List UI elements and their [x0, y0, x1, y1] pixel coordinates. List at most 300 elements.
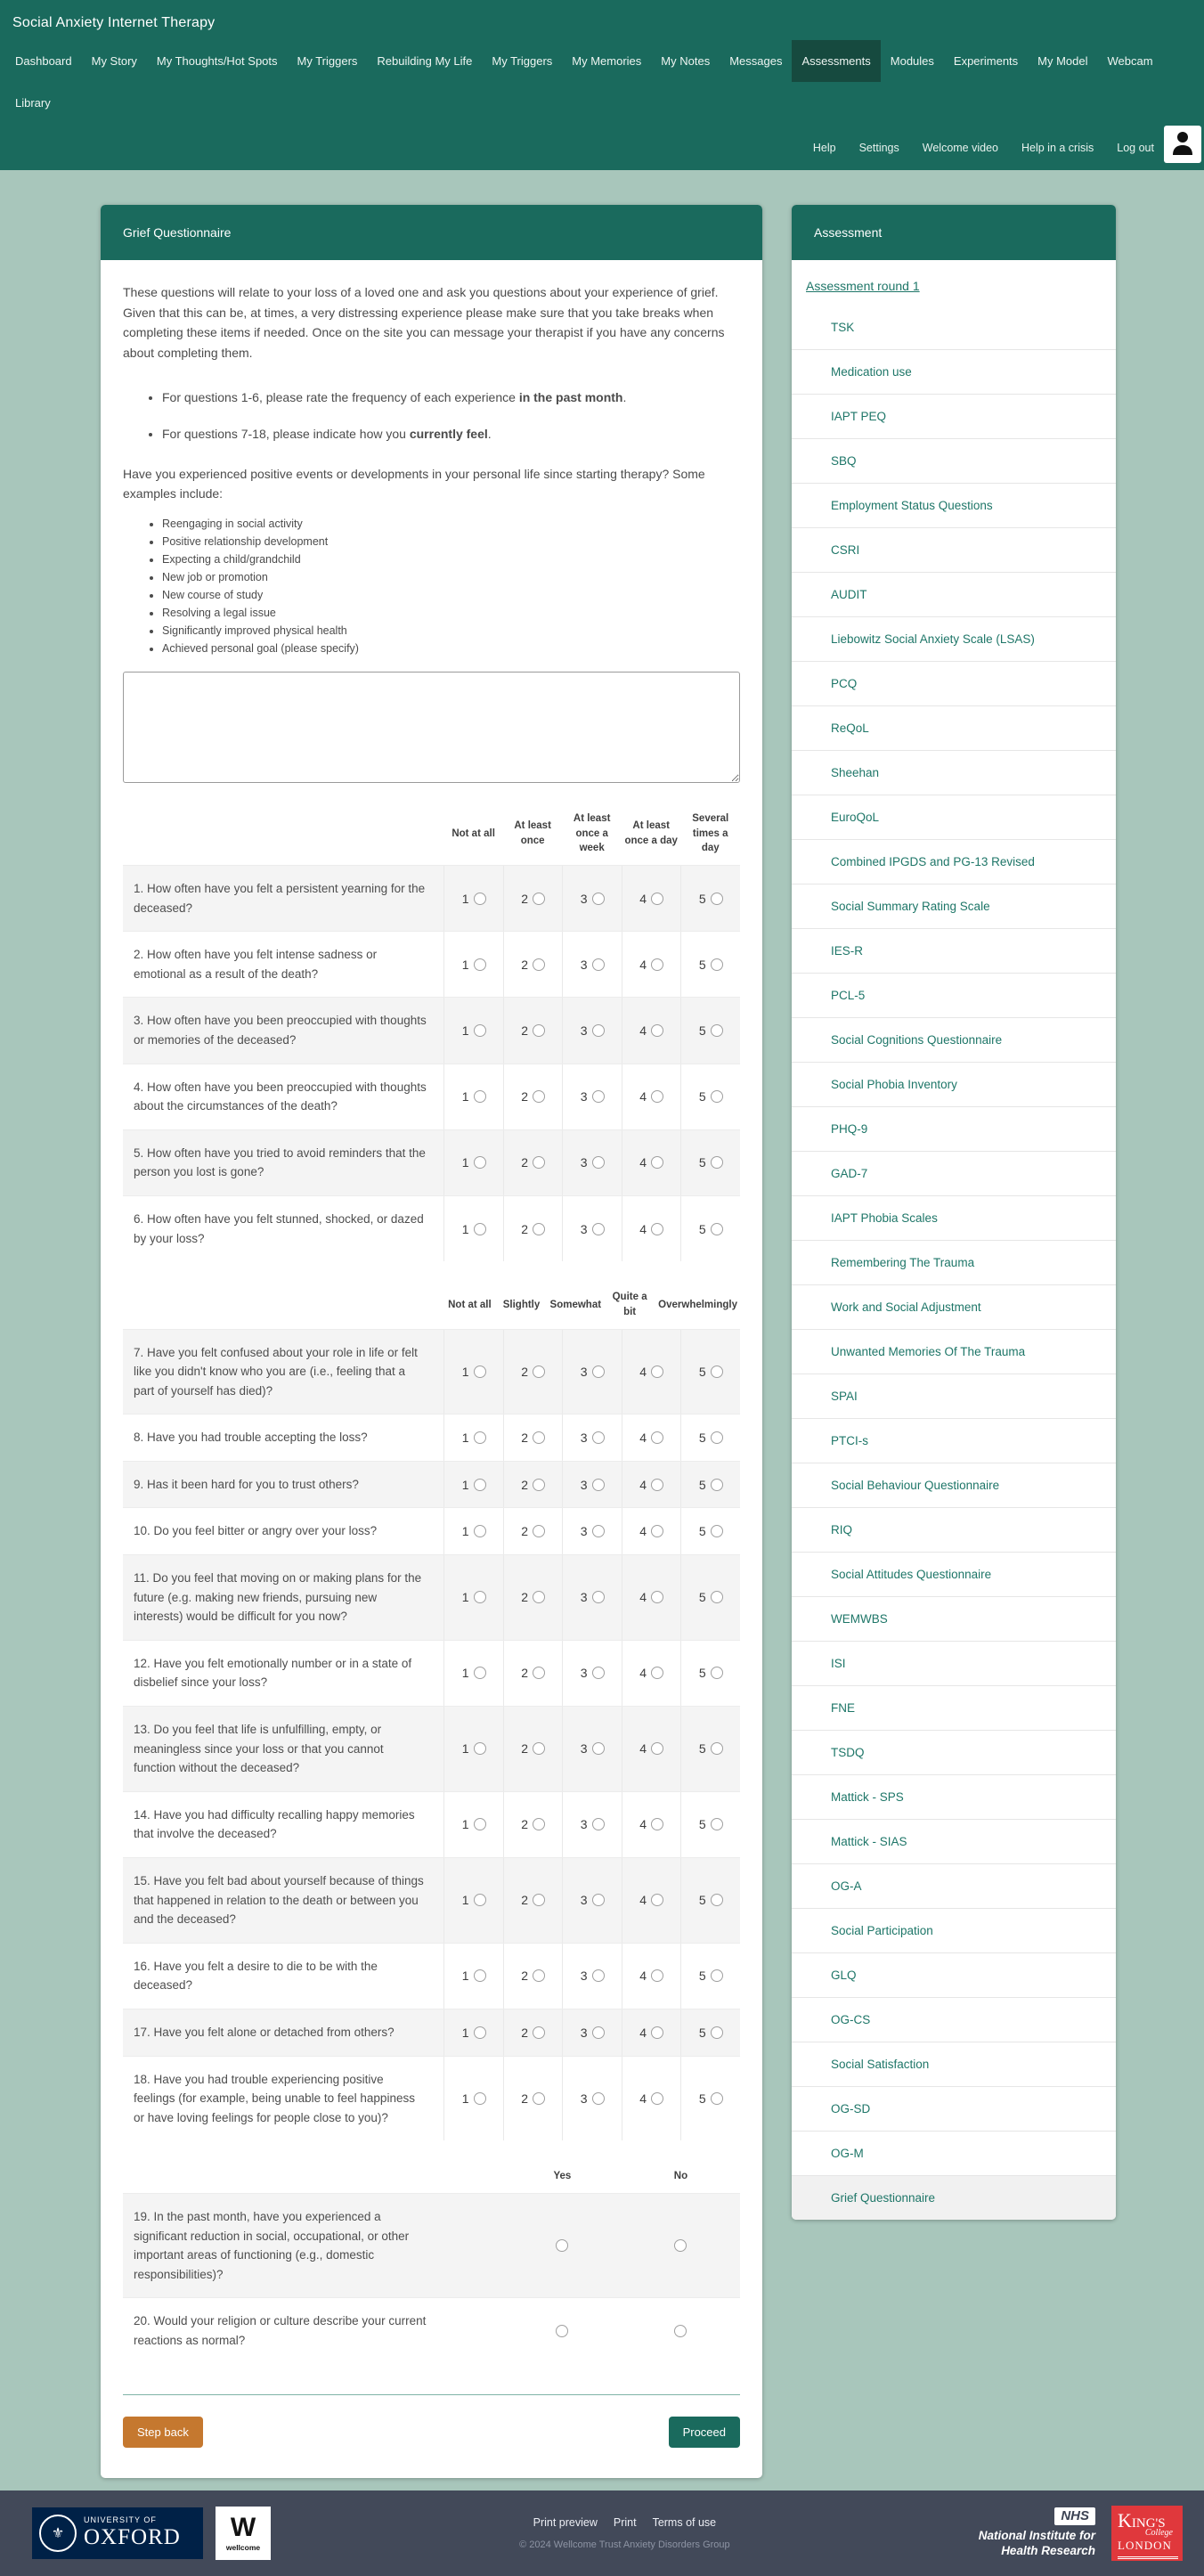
- q18-option-3[interactable]: [562, 2057, 622, 2141]
- q9-option-5[interactable]: [680, 1462, 740, 1508]
- nav-item-library[interactable]: Library: [15, 96, 51, 110]
- radio-button[interactable]: [533, 2026, 545, 2039]
- q7-option-5[interactable]: [680, 1330, 740, 1414]
- radio-button[interactable]: [474, 1223, 486, 1235]
- q5-option-4[interactable]: [622, 1130, 681, 1195]
- q11-option-4[interactable]: [622, 1555, 681, 1640]
- q4-option-1[interactable]: [443, 1064, 503, 1129]
- option-number: 2: [521, 1969, 529, 1984]
- wellcome-logo: [216, 2507, 271, 2560]
- q3-option-5[interactable]: [680, 998, 740, 1063]
- nav-item-webcam[interactable]: Webcam: [1107, 54, 1153, 68]
- utility-link-help-in-a-crisis[interactable]: Help in a crisis: [1021, 142, 1094, 154]
- question-text: 1. How often have you felt a persistent yearning for the deceased?: [134, 882, 426, 915]
- q9-option-2[interactable]: [503, 1462, 563, 1508]
- radio-button[interactable]: [711, 1223, 723, 1235]
- instruction-bullet: • For questions 7-18, please indicate how you currently feel.: [162, 427, 740, 441]
- sidebar-item-medication-use[interactable]: Medication use: [792, 349, 1116, 394]
- scale-label: Somewhat: [549, 1299, 602, 1310]
- q10-option-2[interactable]: [503, 1508, 563, 1554]
- sidebar-item-social-participation[interactable]: Social Participation: [792, 1908, 1116, 1952]
- radio-button[interactable]: [651, 1156, 663, 1169]
- nav-item-experiments[interactable]: Experiments: [953, 54, 1019, 68]
- radio-button[interactable]: [651, 1818, 663, 1830]
- q16-option-1[interactable]: [443, 1944, 503, 2009]
- utility-link-help[interactable]: Help: [812, 142, 836, 154]
- sidebar-item-pcq[interactable]: PCQ: [792, 661, 1116, 705]
- sidebar-item-og-cs[interactable]: OG-CS: [792, 1997, 1116, 2042]
- radio-button[interactable]: [474, 1742, 486, 1755]
- sidebar-item-combined-ipgds-and-pg-13-revised[interactable]: Combined IPGDS and PG-13 Revised: [792, 839, 1116, 884]
- sidebar-item-mattick-sias[interactable]: Mattick - SIAS: [792, 1819, 1116, 1863]
- radio-button[interactable]: [474, 1090, 486, 1103]
- q8-option-4[interactable]: [622, 1414, 681, 1461]
- question-row: [123, 2297, 740, 2363]
- sidebar-item-sbq[interactable]: SBQ: [792, 438, 1116, 483]
- radio-button[interactable]: [651, 1223, 663, 1235]
- sidebar-item-ies-r[interactable]: IES-R: [792, 928, 1116, 973]
- radio-button[interactable]: [711, 1090, 723, 1103]
- q18-option-4[interactable]: [622, 2057, 681, 2141]
- q13-option-2[interactable]: [503, 1707, 563, 1791]
- q1-option-2[interactable]: [503, 866, 563, 931]
- utility-link-settings[interactable]: Settings: [858, 142, 899, 154]
- sidebar-item-wemwbs[interactable]: WEMWBS: [792, 1596, 1116, 1641]
- q12-option-5[interactable]: [680, 1641, 740, 1706]
- q5-option-2[interactable]: [503, 1130, 563, 1195]
- q6-option-4[interactable]: [622, 1196, 681, 1261]
- instruction-list: [162, 390, 740, 441]
- q9-option-4[interactable]: [622, 1462, 681, 1508]
- radio-button[interactable]: [533, 1365, 545, 1378]
- q3-option-1[interactable]: [443, 998, 503, 1063]
- q20-no-option[interactable]: [622, 2298, 740, 2363]
- step-back-button[interactable]: Step back: [123, 2417, 203, 2448]
- sidebar-item-isi[interactable]: ISI: [792, 1641, 1116, 1685]
- q7-option-3[interactable]: [562, 1330, 622, 1414]
- q11-option-1[interactable]: [443, 1555, 503, 1640]
- radio-button[interactable]: [592, 2092, 605, 2105]
- radio-button[interactable]: [556, 2325, 568, 2337]
- radio-button[interactable]: [674, 2325, 687, 2337]
- radio-button[interactable]: [533, 1156, 545, 1169]
- nav-item-assessments[interactable]: Assessments: [792, 40, 880, 82]
- question-text: 11. Do you feel that moving on or making plans for the future (e.g. making new friends, pursuing new interests) would be difficult for you now?: [134, 1571, 422, 1624]
- radio-button[interactable]: [592, 1479, 605, 1491]
- utility-link-log-out[interactable]: Log out: [1117, 142, 1154, 154]
- q5-option-3[interactable]: [562, 1130, 622, 1195]
- sidebar-item-ptci-s[interactable]: PTCI-s: [792, 1418, 1116, 1463]
- q18-option-5[interactable]: [680, 2057, 740, 2141]
- radio-button[interactable]: [651, 1090, 663, 1103]
- sidebar-item-phq-9[interactable]: PHQ-9: [792, 1106, 1116, 1151]
- radio-button[interactable]: [651, 958, 663, 971]
- radio-button[interactable]: [592, 1742, 605, 1755]
- nav-item-modules[interactable]: Modules: [890, 54, 934, 68]
- radio-button[interactable]: [533, 1894, 545, 1906]
- radio-button[interactable]: [474, 1156, 486, 1169]
- radio-button[interactable]: [474, 1894, 486, 1906]
- panel-body: [101, 260, 762, 2478]
- q14-option-4[interactable]: [622, 1792, 681, 1857]
- q17-option-1[interactable]: [443, 2009, 503, 2056]
- q5-option-1[interactable]: [443, 1130, 503, 1195]
- q13-option-5[interactable]: [680, 1707, 740, 1791]
- q12-option-3[interactable]: [562, 1641, 622, 1706]
- q3-option-4[interactable]: [622, 998, 681, 1063]
- nav-item-my-notes[interactable]: My Notes: [661, 54, 711, 68]
- q6-option-1[interactable]: [443, 1196, 503, 1261]
- q4-option-4[interactable]: [622, 1064, 681, 1129]
- radio-button[interactable]: [592, 2026, 605, 2039]
- kings-college-word: College: [1144, 2527, 1173, 2538]
- radio-button[interactable]: [533, 958, 545, 971]
- q10-option-1[interactable]: [443, 1508, 503, 1554]
- radio-button[interactable]: [711, 1479, 723, 1491]
- q14-option-2[interactable]: [503, 1792, 563, 1857]
- q18-option-1[interactable]: [443, 2057, 503, 2141]
- sidebar-item-iapt-phobia-scales[interactable]: IAPT Phobia Scales: [792, 1195, 1116, 1240]
- q19-no-option[interactable]: [622, 2194, 740, 2297]
- radio-button[interactable]: [651, 1969, 663, 1982]
- question-row: [123, 931, 740, 997]
- nav-item-my-thoughts-hot-spots[interactable]: My Thoughts/Hot Spots: [156, 54, 278, 68]
- radio-button[interactable]: [711, 2092, 723, 2105]
- radio-button[interactable]: [533, 1431, 545, 1444]
- q1-option-4[interactable]: [622, 866, 681, 931]
- radio-button[interactable]: [674, 2239, 687, 2252]
- radio-button[interactable]: [533, 1223, 545, 1235]
- q20-yes-option[interactable]: [503, 2298, 622, 2363]
- question-text: 17. Have you felt alone or detached from others?: [134, 2025, 395, 2039]
- radio-button[interactable]: [651, 1024, 663, 1037]
- radio-button[interactable]: [533, 1090, 545, 1103]
- sidebar-item-reqol[interactable]: ReQoL: [792, 705, 1116, 750]
- q13-option-4[interactable]: [622, 1707, 681, 1791]
- option-number: 1: [461, 1477, 469, 1492]
- option-number: 1: [461, 1969, 469, 1984]
- option-number: 3: [580, 1431, 588, 1446]
- q16-option-4[interactable]: [622, 1944, 681, 2009]
- radio-button[interactable]: [711, 1365, 723, 1378]
- q18-option-2[interactable]: [503, 2057, 563, 2141]
- radio-button[interactable]: [651, 2092, 663, 2105]
- nav-item-messages[interactable]: Messages: [729, 54, 783, 68]
- radio-button[interactable]: [592, 893, 605, 905]
- sidebar-item-liebowitz-social-anxiety-scale-lsas-[interactable]: Liebowitz Social Anxiety Scale (LSAS): [792, 616, 1116, 661]
- sidebar-item-mattick-sps[interactable]: Mattick - SPS: [792, 1774, 1116, 1819]
- q12-option-2[interactable]: [503, 1641, 563, 1706]
- radio-button[interactable]: [711, 1969, 723, 1982]
- radio-button[interactable]: [474, 1667, 486, 1679]
- sidebar-item-employment-status-questions[interactable]: Employment Status Questions: [792, 483, 1116, 527]
- radio-button[interactable]: [711, 1156, 723, 1169]
- option-number: 3: [580, 2025, 588, 2040]
- radio-button[interactable]: [711, 893, 723, 905]
- radio-button[interactable]: [651, 1525, 663, 1537]
- q14-option-1[interactable]: [443, 1792, 503, 1857]
- option-number: 3: [580, 1023, 588, 1039]
- q5-option-5[interactable]: [680, 1130, 740, 1195]
- q7-option-4[interactable]: [622, 1330, 681, 1414]
- grief-questionnaire-panel: [101, 205, 762, 2478]
- question-row: [123, 1507, 740, 1554]
- sidebar-item-work-and-social-adjustment[interactable]: Work and Social Adjustment: [792, 1284, 1116, 1329]
- nav-item-rebuilding-my-life[interactable]: Rebuilding My Life: [377, 54, 473, 68]
- radio-button[interactable]: [533, 1667, 545, 1679]
- q3-option-2[interactable]: [503, 998, 563, 1063]
- sidebar-item-csri[interactable]: CSRI: [792, 527, 1116, 572]
- q15-option-5[interactable]: [680, 1858, 740, 1943]
- q1-option-3[interactable]: [562, 866, 622, 931]
- q2-option-2[interactable]: [503, 932, 563, 997]
- sidebar-item-riq[interactable]: RIQ: [792, 1507, 1116, 1552]
- radio-button[interactable]: [533, 893, 545, 905]
- scale-label: Slightly: [502, 1299, 541, 1310]
- q17-option-2[interactable]: [503, 2009, 563, 2056]
- q4-option-2[interactable]: [503, 1064, 563, 1129]
- sidebar-item-fne[interactable]: FNE: [792, 1685, 1116, 1730]
- radio-button[interactable]: [711, 1894, 723, 1906]
- sidebar-item-iapt-peq[interactable]: IAPT PEQ: [792, 394, 1116, 438]
- sidebar-item-glq[interactable]: GLQ: [792, 1952, 1116, 1997]
- sidebar-item-tsdq[interactable]: TSDQ: [792, 1730, 1116, 1774]
- radio-button[interactable]: [474, 958, 486, 971]
- question-text: 20. Would your religion or culture describe your current reactions as normal?: [134, 2314, 427, 2347]
- sidebar-item-tsk[interactable]: TSK: [831, 321, 855, 334]
- q14-option-3[interactable]: [562, 1792, 622, 1857]
- assessment-list: [792, 306, 1116, 2220]
- radio-button[interactable]: [533, 1024, 545, 1037]
- radio-button[interactable]: [533, 1818, 545, 1830]
- sidebar-item-pcl-5[interactable]: PCL-5: [792, 973, 1116, 1017]
- q8-option-5[interactable]: [680, 1414, 740, 1461]
- option-number: 4: [639, 1023, 647, 1039]
- radio-button[interactable]: [474, 893, 486, 905]
- sidebar-item-spai[interactable]: SPAI: [792, 1374, 1116, 1418]
- nav-item-my-story[interactable]: My Story: [91, 54, 137, 68]
- radio-button[interactable]: [474, 1479, 486, 1491]
- radio-button[interactable]: [592, 1818, 605, 1830]
- q8-option-2[interactable]: [503, 1414, 563, 1461]
- q11-option-5[interactable]: [680, 1555, 740, 1640]
- q19-yes-option[interactable]: [503, 2194, 622, 2297]
- option-number: 5: [698, 1155, 706, 1170]
- sidebar-item-social-cognitions-questionnaire[interactable]: Social Cognitions Questionnaire: [792, 1017, 1116, 1062]
- radio-button[interactable]: [533, 1479, 545, 1491]
- q17-option-4[interactable]: [622, 2009, 681, 2056]
- sidebar-item-social-phobia-inventory[interactable]: Social Phobia Inventory: [792, 1062, 1116, 1106]
- sidebar-item-euroqol[interactable]: EuroQoL: [792, 795, 1116, 839]
- radio-button[interactable]: [711, 1024, 723, 1037]
- radio-button[interactable]: [651, 2026, 663, 2039]
- question-text: 10. Do you feel bitter or angry over your loss?: [134, 1524, 378, 1538]
- radio-button[interactable]: [533, 1742, 545, 1755]
- radio-button[interactable]: [592, 1223, 605, 1235]
- footer-copyright: © 2024 Wellcome Trust Anxiety Disorders Group: [519, 2539, 730, 2550]
- footer-link-terms-of-use[interactable]: Terms of use: [652, 2515, 717, 2529]
- q8-option-3[interactable]: [562, 1414, 622, 1461]
- radio-button[interactable]: [711, 2026, 723, 2039]
- q6-option-5[interactable]: [680, 1196, 740, 1261]
- q17-option-3[interactable]: [562, 2009, 622, 2056]
- q9-option-1[interactable]: [443, 1462, 503, 1508]
- utility-link-welcome-video[interactable]: Welcome video: [922, 142, 998, 154]
- radio-button[interactable]: [474, 2026, 486, 2039]
- sidebar-item-unwanted-memories-of-the-trauma[interactable]: Unwanted Memories Of The Trauma: [792, 1329, 1116, 1374]
- sidebar-item-gad-7[interactable]: GAD-7: [792, 1151, 1116, 1195]
- radio-button[interactable]: [556, 2239, 568, 2252]
- sidebar-item-remembering-the-trauma[interactable]: Remembering The Trauma: [792, 1240, 1116, 1284]
- proceed-button[interactable]: Proceed: [669, 2417, 740, 2448]
- utility-links: [790, 140, 1154, 156]
- assessment-round-link[interactable]: Assessment round 1: [806, 279, 920, 293]
- question-row: [123, 1414, 740, 1461]
- q15-option-4[interactable]: [622, 1858, 681, 1943]
- sidebar-item-og-m[interactable]: OG-M: [792, 2131, 1116, 2175]
- sidebar-item-og-sd[interactable]: OG-SD: [792, 2086, 1116, 2131]
- radio-button[interactable]: [651, 1667, 663, 1679]
- footer-link-print-preview[interactable]: Print preview: [533, 2515, 598, 2529]
- radio-button[interactable]: [592, 958, 605, 971]
- nav-item-dashboard[interactable]: Dashboard: [15, 54, 72, 68]
- nav-item-my-memories[interactable]: My Memories: [572, 54, 642, 68]
- radio-button[interactable]: [651, 1742, 663, 1755]
- nav-item-my-triggers[interactable]: My Triggers: [492, 54, 553, 68]
- footer-logos-left: [32, 2507, 271, 2560]
- q6-option-2[interactable]: [503, 1196, 563, 1261]
- radio-button[interactable]: [474, 1431, 486, 1444]
- radio-button[interactable]: [474, 1969, 486, 1982]
- positive-events-input[interactable]: [123, 672, 740, 783]
- radio-button[interactable]: [533, 1591, 545, 1603]
- q12-option-4[interactable]: [622, 1641, 681, 1706]
- radio-button[interactable]: [651, 1591, 663, 1603]
- sidebar-item-social-behaviour-questionnaire[interactable]: Social Behaviour Questionnaire: [792, 1463, 1116, 1507]
- q4-option-3[interactable]: [562, 1064, 622, 1129]
- q1-option-1[interactable]: [443, 866, 503, 931]
- radio-button[interactable]: [651, 1894, 663, 1906]
- radio-button[interactable]: [711, 1591, 723, 1603]
- q6-option-3[interactable]: [562, 1196, 622, 1261]
- q10-option-5[interactable]: [680, 1508, 740, 1554]
- radio-button[interactable]: [474, 2092, 486, 2105]
- radio-button[interactable]: [592, 1365, 605, 1378]
- radio-button[interactable]: [592, 1525, 605, 1537]
- sidebar-item-og-a[interactable]: OG-A: [792, 1863, 1116, 1908]
- radio-button[interactable]: [711, 958, 723, 971]
- q7-option-1[interactable]: [443, 1330, 503, 1414]
- radio-button[interactable]: [711, 1525, 723, 1537]
- option-number: 3: [580, 1666, 588, 1681]
- radio-button[interactable]: [533, 2092, 545, 2105]
- q4-option-5[interactable]: [680, 1064, 740, 1129]
- radio-button[interactable]: [592, 1667, 605, 1679]
- q17-option-5[interactable]: [680, 2009, 740, 2056]
- option-number: 5: [698, 891, 706, 906]
- q9-option-3[interactable]: [562, 1462, 622, 1508]
- q13-option-1[interactable]: [443, 1707, 503, 1791]
- q2-option-4[interactable]: [622, 932, 681, 997]
- radio-button[interactable]: [592, 1431, 605, 1444]
- radio-button[interactable]: [651, 1479, 663, 1491]
- main-nav-row-1: [0, 40, 1204, 82]
- option-number: 3: [580, 1364, 588, 1379]
- q15-option-1[interactable]: [443, 1858, 503, 1943]
- q1-option-5[interactable]: [680, 866, 740, 931]
- q11-option-3[interactable]: [562, 1555, 622, 1640]
- radio-button[interactable]: [651, 1365, 663, 1378]
- positive-event-item: • Resolving a legal issue: [162, 604, 740, 622]
- radio-button[interactable]: [474, 1591, 486, 1603]
- nav-item-my-model[interactable]: My Model: [1037, 54, 1088, 68]
- q2-option-1[interactable]: [443, 932, 503, 997]
- avatar[interactable]: [1164, 126, 1201, 163]
- sidebar-item-audit[interactable]: AUDIT: [792, 572, 1116, 616]
- radio-button[interactable]: [592, 1591, 605, 1603]
- sidebar-item-social-summary-rating-scale[interactable]: Social Summary Rating Scale: [792, 884, 1116, 928]
- q13-option-3[interactable]: [562, 1707, 622, 1791]
- q3-option-3[interactable]: [562, 998, 622, 1063]
- option-number: 2: [521, 1893, 529, 1908]
- option-number: 2: [521, 1741, 529, 1757]
- scale-label: At least once a week: [573, 813, 611, 854]
- q11-option-2[interactable]: [503, 1555, 563, 1640]
- q12-option-1[interactable]: [443, 1641, 503, 1706]
- option-number: 2: [521, 2091, 529, 2106]
- q10-option-4[interactable]: [622, 1508, 681, 1554]
- q16-option-2[interactable]: [503, 1944, 563, 2009]
- radio-button[interactable]: [651, 1431, 663, 1444]
- radio-button[interactable]: [533, 1969, 545, 1982]
- q2-option-3[interactable]: [562, 932, 622, 997]
- option-number: 5: [698, 1023, 706, 1039]
- q15-option-3[interactable]: [562, 1858, 622, 1943]
- footer-link-print[interactable]: Print: [613, 2515, 637, 2529]
- sidebar-item-social-satisfaction[interactable]: Social Satisfaction: [792, 2042, 1116, 2086]
- frequency-table: [123, 803, 740, 1261]
- q15-option-2[interactable]: [503, 1858, 563, 1943]
- radio-button[interactable]: [711, 1742, 723, 1755]
- radio-button[interactable]: [651, 893, 663, 905]
- radio-button[interactable]: [592, 1894, 605, 1906]
- radio-button[interactable]: [592, 1969, 605, 1982]
- radio-button[interactable]: [711, 1431, 723, 1444]
- q14-option-5[interactable]: [680, 1792, 740, 1857]
- radio-button[interactable]: [474, 1024, 486, 1037]
- radio-button[interactable]: [592, 1024, 605, 1037]
- nav-item-my-triggers[interactable]: My Triggers: [297, 54, 358, 68]
- radio-button[interactable]: [592, 1156, 605, 1169]
- sidebar-item-social-attitudes-questionnaire[interactable]: Social Attitudes Questionnaire: [792, 1552, 1116, 1596]
- option-number: 5: [698, 1477, 706, 1492]
- radio-button[interactable]: [474, 1525, 486, 1537]
- radio-button[interactable]: [533, 1525, 545, 1537]
- sidebar-item-sheehan[interactable]: Sheehan: [792, 750, 1116, 795]
- q8-option-1[interactable]: [443, 1414, 503, 1461]
- radio-button[interactable]: [711, 1667, 723, 1679]
- q16-option-3[interactable]: [562, 1944, 622, 2009]
- q10-option-3[interactable]: [562, 1508, 622, 1554]
- radio-button[interactable]: [474, 1818, 486, 1830]
- radio-button[interactable]: [474, 1365, 486, 1378]
- radio-button[interactable]: [592, 1090, 605, 1103]
- q7-option-2[interactable]: [503, 1330, 563, 1414]
- sidebar-item-grief-questionnaire[interactable]: Grief Questionnaire: [792, 2175, 1116, 2220]
- radio-button[interactable]: [711, 1818, 723, 1830]
- q2-option-5[interactable]: [680, 932, 740, 997]
- q16-option-5[interactable]: [680, 1944, 740, 2009]
